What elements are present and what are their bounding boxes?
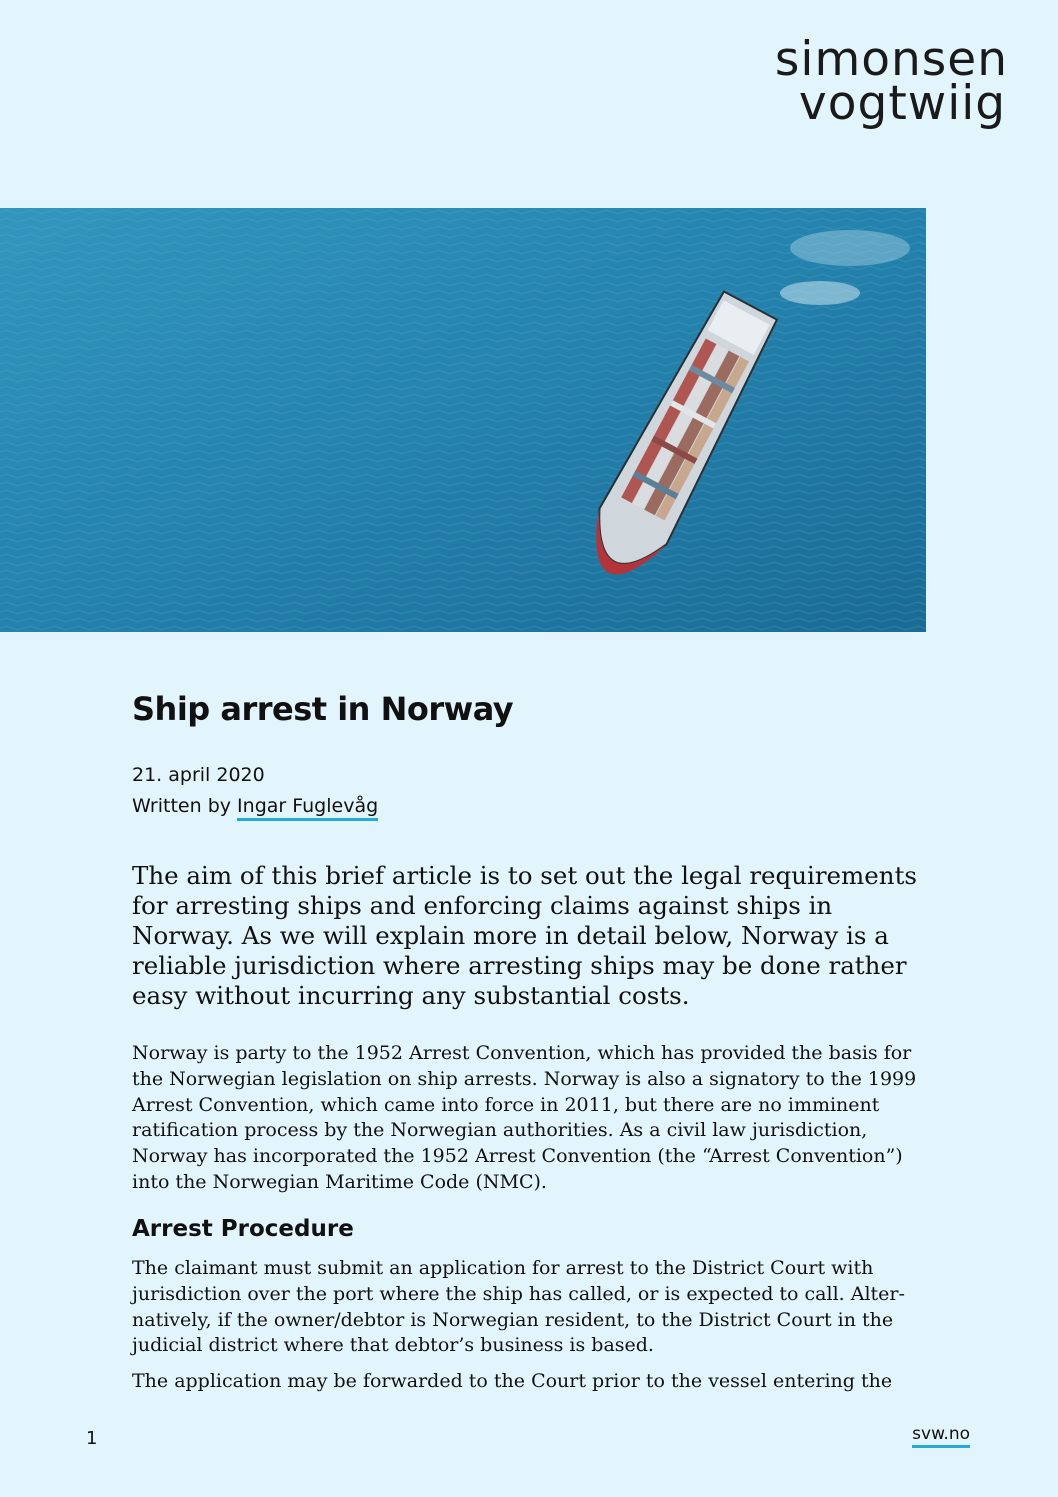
article-title: Ship arrest in Norway [132,690,514,728]
author-link[interactable]: Ingar Fuglevåg [237,795,378,821]
body-paragraph-3: The application may be forwarded to the Court prior to the vessel entering the [132,1370,893,1392]
byline-prefix: Written by [132,795,231,817]
section-heading-arrest-procedure: Arrest Procedure [132,1216,354,1242]
page-number: 1 [86,1428,98,1449]
company-logo [774,32,1008,131]
logo-line-2: vogtwiig [798,76,1007,131]
hero-image [0,208,926,632]
site-link[interactable]: svw.no [912,1424,970,1448]
article-byline [132,795,378,817]
body-paragraph-2: The claimant must submit an application for arrest to the District Court with jurisdiction over the port where the ship has called, or is expected to call. Alter-natively, if the owner/debtor is Norwegian resident, to the District Court in the judicial district where that debtor’s business is based. [132,1257,905,1357]
logo-line-1: simonsen [774,32,1008,87]
article-date: 21. april 2020 [132,764,265,786]
body-paragraph-1: Norway is party to the 1952 Arrest Convention, which has provided the basis for the Norwegian legislation on ship arrests. Norway is also a signatory to the 1999 Arrest Convention, which came into force in 2011, but there are no imminent ratification process by the Norwegian authorities. As a civil law jurisdiction, Norway has incorporated the 1952 Arrest Convention (the “Arrest Convention”) into the Norwegian Maritime Code (NMC). [132,1042,917,1193]
container-ship-photo [0,208,926,632]
lead-paragraph: The aim of this brief article is to set out the legal requirements for arresting ships and enforcing claims against ships in Norway. As we will explain more in detail below, Norway is a reliable jurisdiction where arresting ships may be done rather easy without incurring any substantial costs. [132,861,917,1010]
